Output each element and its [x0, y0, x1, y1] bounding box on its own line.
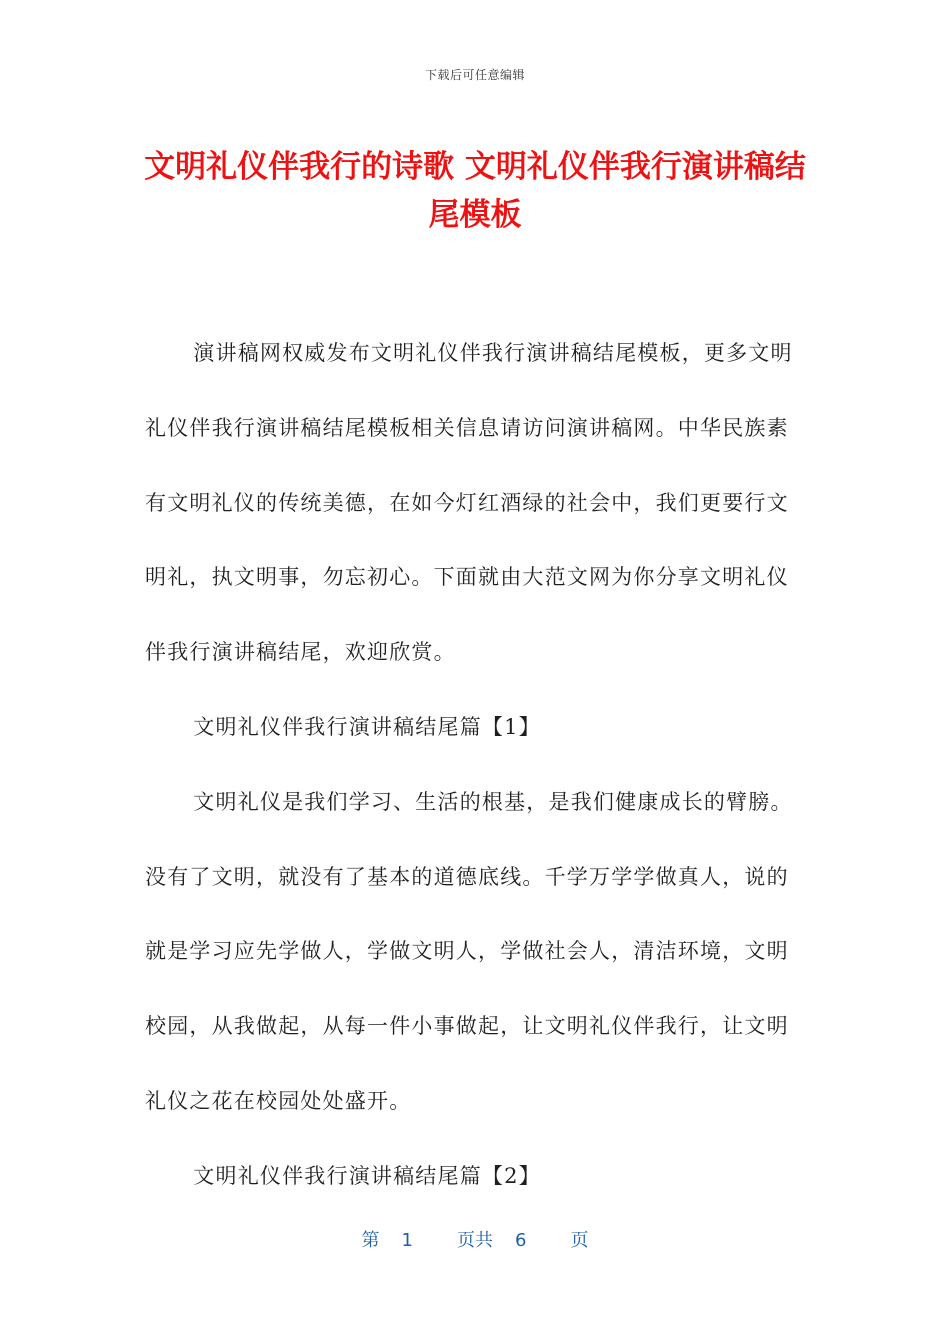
intro-paragraph: 演讲稿网权威发布文明礼仪伴我行演讲稿结尾模板，更多文明礼仪伴我行演讲稿结尾模板相关信息请访问演讲稿网。中华民族素有文明礼仪的传统美德，在如今灯红酒绿的社会中，我们更要行文明礼，执文明事，勿忘初心。下面就由大范文网为你分享文明礼仪伴我行演讲稿结尾，欢迎欣赏。	[145, 341, 793, 665]
page-footer	[0, 1226, 950, 1252]
header-note: 下载后可任意编辑	[424, 68, 525, 82]
footer-total-pages: 6	[515, 1230, 527, 1251]
document-title: 文明礼仪伴我行的诗歌 文明礼仪伴我行演讲稿结尾模板	[144, 149, 806, 233]
section-heading-1: 文明礼仪伴我行演讲稿结尾篇【1】	[193, 714, 541, 739]
footer-prefix: 第	[361, 1230, 380, 1251]
section-heading-2: 文明礼仪伴我行演讲稿结尾篇【2】	[193, 1163, 541, 1188]
footer-middle: 页共	[457, 1230, 493, 1251]
section-paragraph-1: 文明礼仪是我们学习、生活的根基，是我们健康成长的臂膀。没有了文明，就没有了基本的道德底线。千学万学学做真人，说的就是学习应先学做人，学做文明人，学做社会人，清洁环境，文明校园，从我做起，从每一件小事做起，让文明礼仪伴我行，让文明礼仪之花在校园处处盛开。	[145, 789, 793, 1113]
footer-page-number: 1	[401, 1230, 413, 1251]
document-body	[145, 316, 795, 1214]
footer-suffix: 页	[570, 1230, 589, 1251]
